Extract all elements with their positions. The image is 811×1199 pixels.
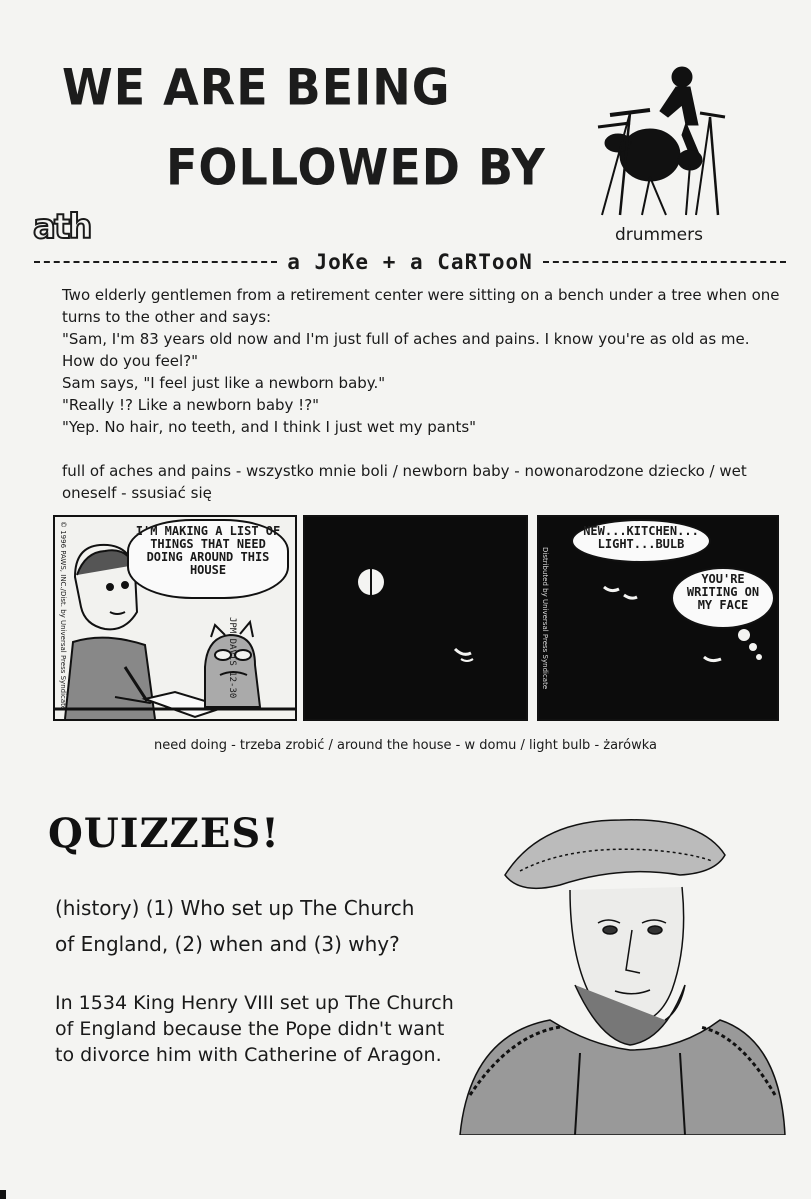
drummers-caption: drummers [615, 225, 703, 245]
king-henry-viii-portrait [450, 795, 790, 1135]
comic-panel-2 [303, 515, 528, 721]
dark-room-drawing [305, 517, 526, 719]
section-divider [34, 252, 786, 272]
joke-line: "Really !? Like a newborn baby !?" [62, 396, 320, 414]
copyright-credit: © 1996 PAWS, INC./Dist. by Universal Press Syndicate [59, 521, 67, 711]
joke-glossary: full of aches and pains - wszystko mnie boli / newborn baby - nowonarodzone dziecko / wet oneself - ssusiać się [62, 462, 747, 502]
joke-line: Two elderly gentlemen from a retirement center were sitting on a bench under a tree when one turns to the other and says: [62, 286, 780, 326]
joke-line: "Yep. No hair, no teeth, and I think I just wet my pants" [62, 418, 477, 436]
comic-panel-3 [537, 515, 779, 721]
quizzes-heading: QUIZZES! [48, 810, 280, 857]
quiz-answer: In 1534 King Henry VIII set up The Church of England because the Pope didn't want to divorce him with Catherine of Aragon. [55, 992, 454, 1066]
headline-line-1: WE ARE BEING [62, 57, 451, 117]
speech-balloon: I'M MAKING A LIST OF THINGS THAT NEED DOING AROUND THIS HOUSE [127, 519, 289, 599]
joke-text [62, 284, 782, 438]
corner-mark [0, 1190, 6, 1199]
copyright-credit: Distributed by Universal Press Syndicate [541, 547, 549, 690]
comic-panel-1 [53, 515, 297, 721]
cartoon-glossary: need doing - trzeba zrobić / around the house - w domu / light bulb - żarówka [154, 738, 657, 753]
joke-line: Sam says, "I feel just like a newborn baby." [62, 374, 386, 392]
headline-line-2: FOLLOWED BY [166, 137, 546, 197]
ath-logo: ath [33, 207, 91, 247]
speech-balloon: NEW...KITCHEN... LIGHT...BULB [571, 519, 711, 563]
drummer-silhouette-image [590, 65, 730, 220]
divider-dashes-left [34, 261, 277, 263]
quiz-question: (history) (1) Who set up The Church of England, (2) when and (3) why? [55, 896, 415, 956]
artist-signature: JPM DAVIS 12-30 [227, 617, 237, 699]
divider-dashes-right [543, 261, 786, 263]
divider-label: a JoKe + a CaRTooN [287, 250, 533, 274]
speech-balloon: YOU'RE WRITING ON MY FACE [671, 567, 775, 629]
joke-line: "Sam, I'm 83 years old now and I'm just full of aches and pains. I know you're as old as me. How do you feel?" [62, 330, 750, 370]
